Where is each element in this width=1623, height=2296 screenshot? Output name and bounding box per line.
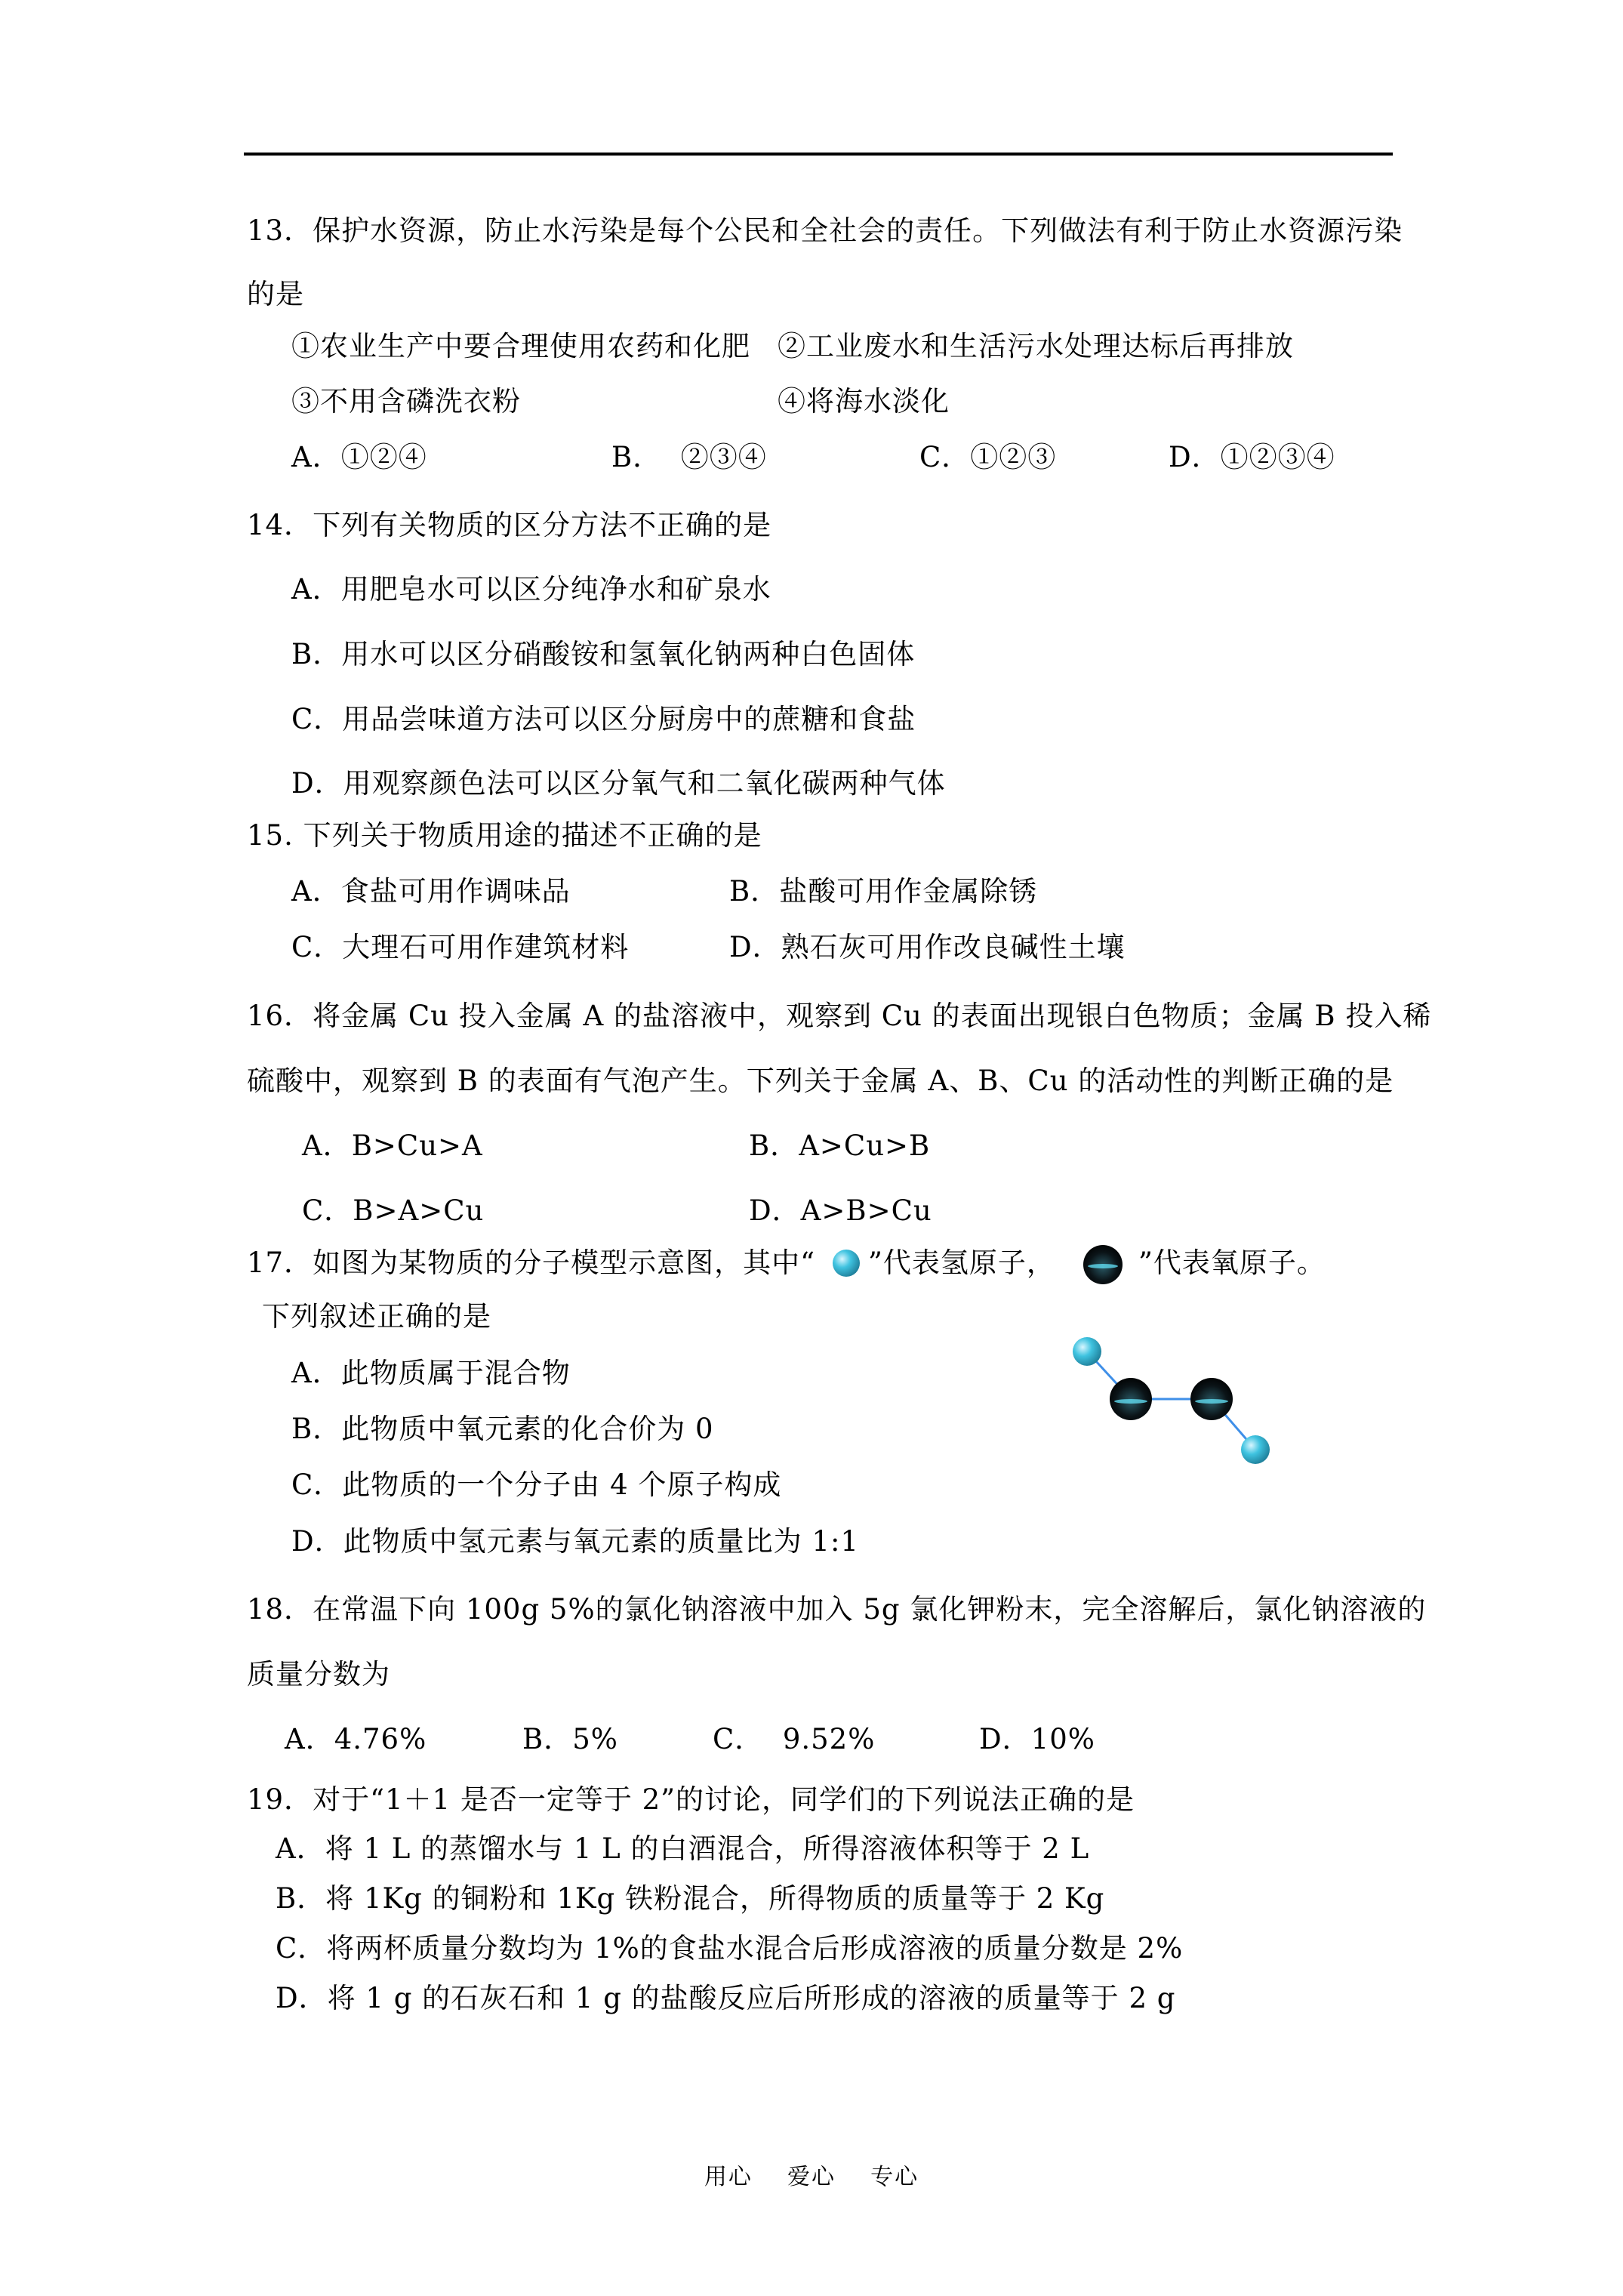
q16-option-c: C．B>A>Cu <box>302 1194 485 1227</box>
q13-stem-line1: 13．保护水资源，防止水污染是每个公民和全社会的责任。下列做法有利于防止水资源污染 <box>247 214 1403 247</box>
hydrogen-atom-icon <box>829 1246 864 1281</box>
q17-stem-line2: 下列叙述正确的是 <box>262 1300 491 1333</box>
q13-statement-2: ②工业废水和生活污水处理达标后再排放 <box>778 330 1294 362</box>
molecule-model-diagram <box>1053 1321 1291 1487</box>
q17-option-a: A．此物质属于混合物 <box>291 1357 571 1389</box>
page-footer: 用心 爱心 专心 <box>704 2164 919 2190</box>
q16-stem-line2: 硫酸中，观察到 B 的表面有气泡产生。下列关于金属 A、B、Cu 的活动性的判断正确的是 <box>247 1065 1394 1097</box>
q15-option-a: A．食盐可用作调味品 <box>291 875 571 908</box>
q19-option-d: D．将 1 g 的石灰石和 1 g 的盐酸反应后所形成的溶液的质量等于 2 g <box>276 1982 1176 2014</box>
q17-stem-part2: ”代表氢原子， <box>868 1247 1055 1279</box>
q13-option-d: D．①②③④ <box>1169 441 1335 473</box>
q15-option-d: D．熟石灰可用作改良碱性土壤 <box>729 931 1126 963</box>
q13-option-c: C．①②③ <box>919 441 1057 473</box>
q13-statement-3: ③不用含磷洗衣粉 <box>291 385 521 418</box>
q19-option-b: B．将 1Kg 的铜粉和 1Kg 铁粉混合，所得物质的质量等于 2 Kg <box>276 1882 1105 1915</box>
oxygen-atom-left <box>1110 1378 1152 1420</box>
q18-stem-line1: 18．在常温下向 100g 5%的氯化钠溶液中加入 5g 氯化钾粉末，完全溶解后，氯化钠溶液的 <box>247 1593 1427 1626</box>
oxygen-atom-icon <box>1081 1243 1125 1287</box>
q16-stem-line1: 16．将金属 Cu 投入金属 A 的盐溶液中，观察到 Cu 的表面出现银白色物质；金属 B 投入稀 <box>247 1000 1432 1032</box>
hydrogen-atom-top <box>1073 1337 1101 1366</box>
q16-option-d: D．A>B>Cu <box>749 1194 932 1227</box>
q17-stem-part3: ”代表氧原子。 <box>1138 1247 1326 1279</box>
q14-option-b: B．用水可以区分硝酸铵和氢氧化钠两种白色固体 <box>291 638 916 670</box>
q18-option-a: A．4.76% <box>285 1723 427 1755</box>
q16-option-b: B．A>Cu>B <box>749 1130 931 1162</box>
q17-option-b: B．此物质中氧元素的化合价为 0 <box>291 1413 714 1445</box>
q13-statement-4: ④将海水淡化 <box>778 385 950 418</box>
q19-option-c: C．将两杯质量分数均为 1%的食盐水混合后形成溶液的质量分数是 2% <box>276 1932 1184 1965</box>
q14-option-a: A．用肥皂水可以区分纯净水和矿泉水 <box>291 573 771 606</box>
q18-option-c: C． 9.52% <box>713 1723 876 1755</box>
q17-option-c: C．此物质的一个分子由 4 个原子构成 <box>291 1469 782 1501</box>
header-rule <box>244 153 1393 156</box>
q15-stem: 15. 下列关于物质用途的描述不正确的是 <box>247 819 762 852</box>
q14-option-d: D．用观察颜色法可以区分氧气和二氧化碳两种气体 <box>291 767 946 800</box>
q14-option-c: C．用品尝味道方法可以区分厨房中的蔗糖和食盐 <box>291 703 916 735</box>
q18-option-d: D．10% <box>979 1723 1095 1755</box>
q18-stem-line2: 质量分数为 <box>247 1658 390 1690</box>
q13-option-b: B． ②③④ <box>611 441 767 473</box>
q13-statement-1: ①农业生产中要合理使用农药和化肥 <box>291 330 750 362</box>
q17-option-d: D．此物质中氢元素与氧元素的质量比为 1:1 <box>291 1525 859 1558</box>
q13-stem-line2: 的是 <box>247 278 304 310</box>
q13-option-a: A．①②④ <box>291 441 427 473</box>
q17-stem-part1: 17．如图为某物质的分子模型示意图，其中“ <box>247 1247 815 1279</box>
q15-option-b: B．盐酸可用作金属除锈 <box>729 875 1038 908</box>
q14-stem: 14．下列有关物质的区分方法不正确的是 <box>247 509 772 541</box>
q18-option-b: B．5% <box>522 1723 618 1755</box>
hydrogen-atom-bottom <box>1241 1435 1270 1464</box>
oxygen-atom-right <box>1190 1378 1233 1420</box>
q19-stem: 19．对于“1＋1 是否一定等于 2”的讨论，同学们的下列说法正确的是 <box>247 1783 1135 1816</box>
q15-option-c: C．大理石可用作建筑材料 <box>291 931 630 963</box>
q16-option-a: A．B>Cu>A <box>302 1130 483 1162</box>
q19-option-a: A．将 1 L 的蒸馏水与 1 L 的白酒混合，所得溶液体积等于 2 L <box>276 1832 1090 1865</box>
